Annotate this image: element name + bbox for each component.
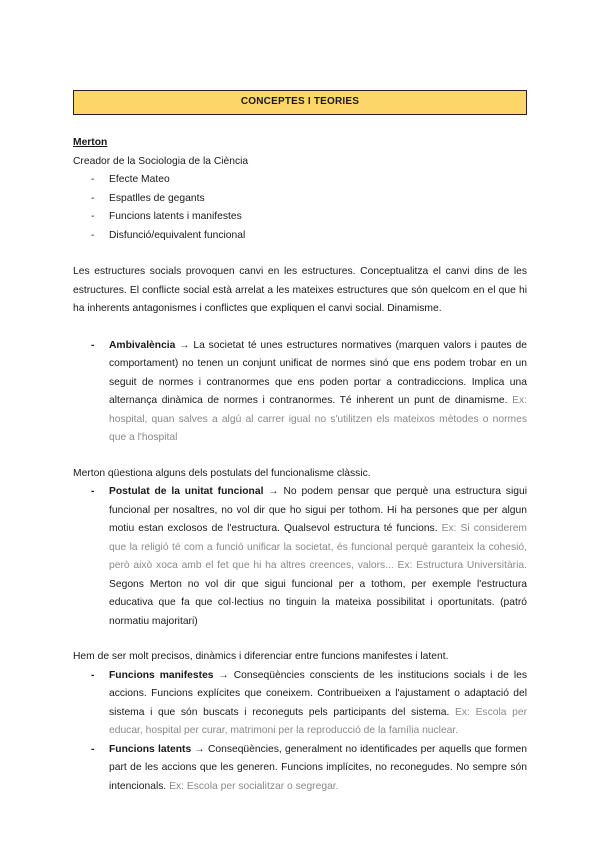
- list-item: - Disfunció/equivalent funcional: [73, 227, 527, 246]
- definition-text-2: Segons Merton no vol dir que sigui funcional per a tothom, per exemple l'estructura educativa que fa que col·lectius no tinguin la mateixa possibilitat i oportunitats. (patró normatiu majoritari): [109, 578, 527, 627]
- arrow: →: [213, 669, 234, 681]
- arrow: →: [175, 339, 194, 351]
- arrow: →: [263, 486, 284, 497]
- paragraph-postulates: Merton qüestiona alguns dels postulats del funcionalisme clàssic.: [73, 467, 371, 479]
- ambivalence-list: [73, 337, 527, 448]
- merton-contributions-list: [73, 171, 527, 245]
- paragraph-structures: Les estructures socials provoquen canvi en les estructures. Conceptualitza el canvi dins de les estructures. El conflicte social està arrelat a les mateixes estructures que són quelcom en el que hi ha inherents antagonismes i conflictes que expliquen el canvi social. Dinamisme.: [73, 266, 527, 314]
- definition-text: Conseqüències, generalment no identificades per aquells que formen part de les accions que les generen. Funcions implícites, no reconegudes. No sempre són intencionals.: [109, 743, 528, 792]
- example-text: Ex: hospital, quan salves a algú al carrer igual no s'utilitzen els mateixos mètodes o normes que a l'hospital: [109, 395, 527, 443]
- postulates-list: [73, 483, 527, 631]
- document-page: [73, 90, 527, 796]
- author-subtitle: Creador de la Sociologia de la Ciència: [73, 155, 249, 167]
- list-item: - Funcions latents i manifestes: [73, 208, 527, 227]
- term-ambivalence: Ambivalència: [109, 339, 176, 351]
- list-item-latent: [73, 741, 527, 797]
- example-text: Ex: Si considerem que la religió té com a funció unificar la societat, és funcional perquè garanteix la cohesió, però això xoca amb el fet que hi ha altres creences, valors... Ex: Estructura Universitària.: [109, 523, 527, 571]
- example-text: Ex: Escola per educar, hospital per curar, matrimoni per la reproducció de la família nuclear.: [109, 706, 528, 736]
- definition-text: La societat té unes estructures normatives (marquen valors i pautes de comportament) no tenen un conjunt unificat de normes sinó que ens podem trobar en un seguit de normes i contranormes que ens poden portar a contradiccions. Implica una alternança dinàmica de normes i contranormes. Té inherent un punt de dinamisme.: [109, 339, 527, 406]
- definition-text: No podem pensar que perquè una estructura sigui funcional per nosaltres, no vol dir que ho sigui per tothom. Hi ha persones que per algun motiu estan exclosos de l'estructura. Qualsevol estructura té funcions.: [109, 486, 527, 534]
- term-functional-unity: Postulat de la unitat funcional: [109, 486, 264, 497]
- arrow: →: [191, 743, 208, 755]
- list-item: - Espatlles de gegants: [73, 190, 527, 209]
- author-name: Merton: [73, 137, 108, 148]
- definition-text: Conseqüències conscients de les institucions socials i de les accions. Funcions explícites que coneixem. Contribueixen a l'ajustament o adaptació del sistema i que són buscats i reconeguts pels participants del sistema.: [109, 669, 527, 718]
- functions-list: [73, 667, 527, 797]
- list-item-postulate: [73, 483, 527, 631]
- section-title-box: [73, 90, 527, 115]
- example-text: Ex: Escola per socialitzar o segregar.: [166, 780, 339, 792]
- term-manifest-functions: Funcions manifestes: [109, 669, 214, 681]
- list-item-manifest: [73, 667, 527, 741]
- section-title: CONCEPTES I TEORIES: [240, 96, 360, 108]
- term-latent-functions: Funcions latents: [109, 743, 192, 755]
- list-item: - Efecte Mateo: [73, 171, 527, 190]
- paragraph-functions: Hem de ser molt precisos, dinàmics i diferenciar entre funcions manifestes i latent.: [73, 651, 449, 662]
- list-item-ambivalence: [73, 337, 527, 448]
